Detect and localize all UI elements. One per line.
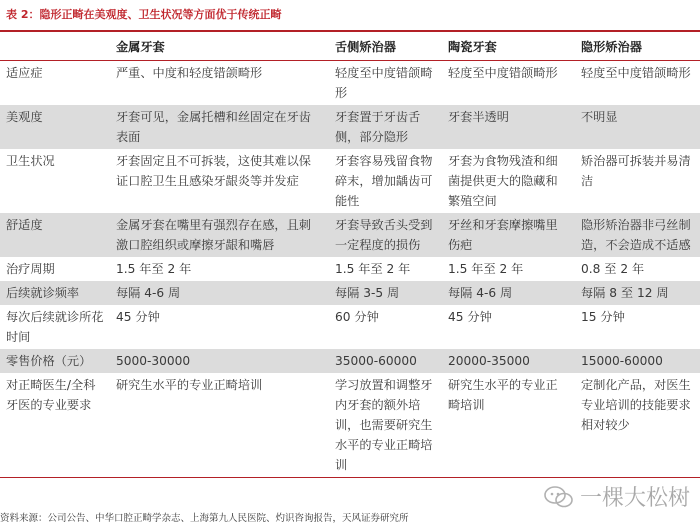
table-cell: 矫治器可拆装并易清洁 (581, 154, 691, 188)
table-cell: 1.5 年至 2 年 (448, 262, 524, 276)
table-cell: 牙套为食物残渣和细菌提供更大的隐藏和繁殖空间 (448, 154, 558, 208)
table-cell: 每隔 4-6 周 (110, 281, 329, 305)
table-cell: 牙套置于牙齿舌侧，部分隐形 (329, 105, 442, 149)
table-cell: 严重、中度和轻度错颌畸形 (116, 66, 263, 80)
table-cell: 牙丝和牙套摩擦嘴里伤疤 (442, 213, 575, 257)
row-label-cell: 对正畸医生/全科牙医的专业要求 (6, 378, 96, 412)
table-cell: 20000-35000 (442, 349, 575, 373)
table-cell: 60 分钟 (335, 310, 379, 324)
table-cell: 轻度至中度错颌畸形 (581, 66, 691, 80)
row-label-cell: 零售价格（元） (0, 349, 110, 373)
table-row (0, 257, 700, 281)
source-note: 资料来源：公司公告、中华口腔正畸学杂志、上海第九人民医院、灼识咨询报告，天风证券研究所 (0, 513, 409, 524)
table-row (0, 149, 700, 213)
table-cell: 学习放置和调整牙内牙套的额外培训，也需要研究生水平的专业正畸培训 (335, 378, 433, 472)
wechat-icon (544, 486, 574, 508)
table-title: 表 2：隐形正畸在美观度、卫生状况等方面优于传统正畸 (6, 8, 282, 21)
header-cell: 陶瓷牙套 (442, 31, 575, 61)
table-cell: 35000-60000 (329, 349, 442, 373)
row-label-cell: 后续就诊频率 (0, 281, 110, 305)
table-row (0, 105, 700, 149)
row-label-cell: 治疗周期 (6, 262, 55, 276)
table-cell: 每隔 4-6 周 (442, 281, 575, 305)
header-cell (0, 31, 110, 61)
watermark (544, 481, 690, 512)
table-cell: 每隔 8 至 12 周 (575, 281, 700, 305)
table-cell: 牙套可见，金属托槽和丝固定在牙齿表面 (110, 105, 329, 149)
row-label-cell: 卫生状况 (6, 154, 55, 168)
table-cell: 隐形矫治器非弓丝制造，不会造成不适感 (575, 213, 700, 257)
table-cell: 1.5 年至 2 年 (116, 262, 192, 276)
table-cell: 研究生水平的专业正畸培训 (116, 378, 263, 392)
table-cell: 金属牙套在嘴里有强烈存在感，且刺激口腔组织或摩擦牙龈和嘴唇 (110, 213, 329, 257)
table-cell: 45 分钟 (116, 310, 160, 324)
header-row (0, 31, 700, 61)
table-row (0, 213, 700, 257)
table-cell: 牙套容易残留食物碎末，增加龋齿可能性 (335, 154, 433, 208)
table-cell: 轻度至中度错颌畸形 (335, 66, 433, 100)
table-cell: 研究生水平的专业正畸培训 (448, 378, 558, 412)
table-cell: 轻度至中度错颌畸形 (448, 66, 558, 80)
header-cell: 隐形矫治器 (575, 31, 700, 61)
row-label-cell: 每次后续就诊所花时间 (6, 310, 104, 344)
table-cell: 牙套固定且不可拆装，这使其难以保证口腔卫生且感染牙龈炎等并发症 (116, 154, 311, 188)
table-cell: 1.5 年至 2 年 (335, 262, 411, 276)
table-cell: 不明显 (575, 105, 700, 149)
table-cell: 45 分钟 (448, 310, 492, 324)
table-cell: 定制化产品，对医生专业培训的技能要求相对较少 (581, 378, 691, 432)
table-cell: 每隔 3-5 周 (329, 281, 442, 305)
header-cell: 金属牙套 (110, 31, 329, 61)
row-label-cell: 美观度 (0, 105, 110, 149)
table-cell: 15 分钟 (581, 310, 625, 324)
row-label-cell: 舒适度 (0, 213, 110, 257)
table-cell: 牙套导致舌头受到一定程度的损伤 (329, 213, 442, 257)
table-row (0, 61, 700, 106)
table-bottom-rule (0, 477, 700, 478)
table-cell: 0.8 至 2 年 (581, 262, 645, 276)
table-cell: 5000-30000 (110, 349, 329, 373)
table-cell: 牙套半透明 (442, 105, 575, 149)
table-cell: 15000-60000 (575, 349, 700, 373)
table-row (0, 281, 700, 305)
table-row (0, 305, 700, 349)
table-row (0, 373, 700, 477)
watermark-text: 一棵大松树 (579, 486, 690, 511)
table-row (0, 349, 700, 373)
comparison-table (0, 30, 700, 477)
row-label-cell: 适应症 (6, 66, 43, 80)
header-cell: 舌侧矫治器 (329, 31, 442, 61)
